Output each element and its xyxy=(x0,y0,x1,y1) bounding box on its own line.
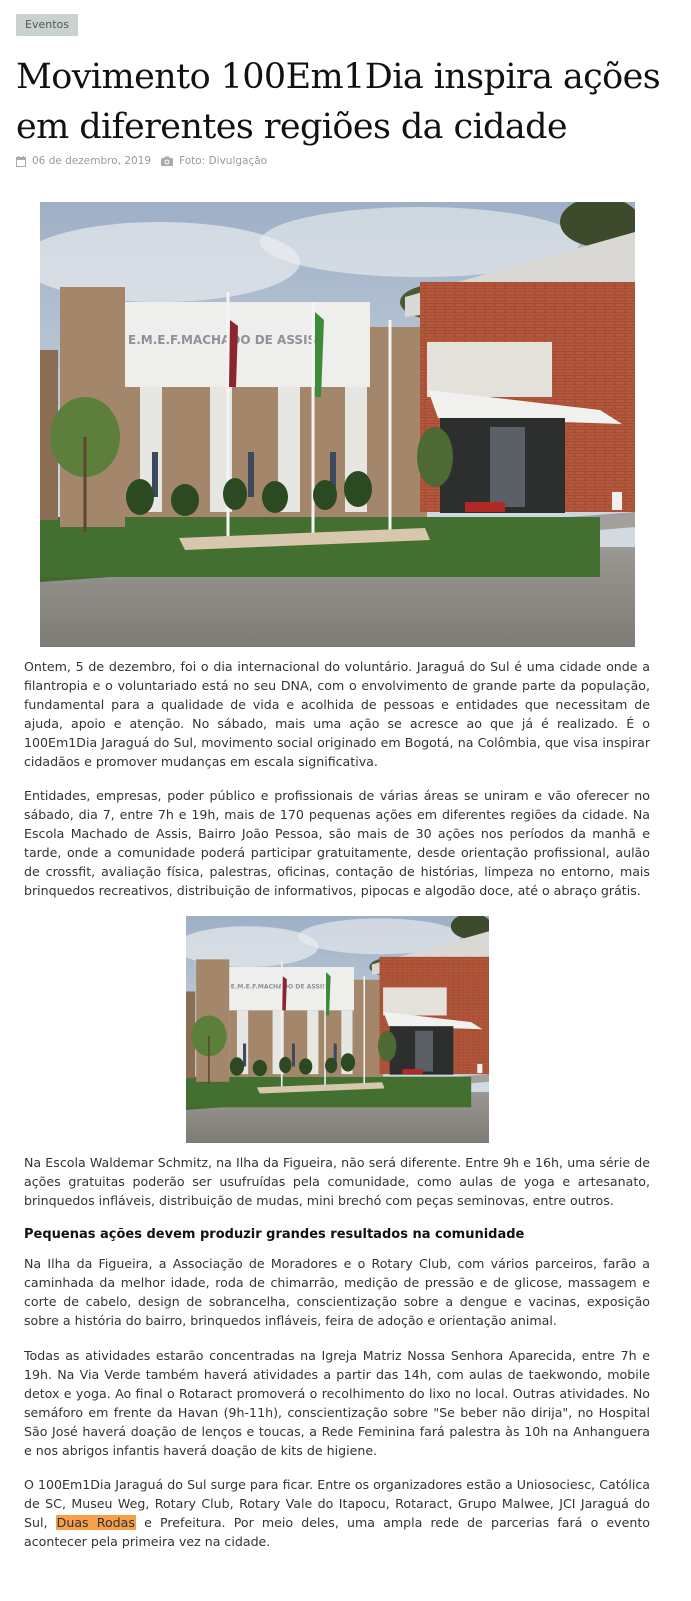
photo-credit: Foto: Divulgação xyxy=(179,155,268,167)
paragraph-waldemar: Na Escola Waldemar Schmitz, na Ilha da Figueira, não será diferente. Entre 9h e 16h, uma série de ações gratuitas poderão ser usufruídas pela comunidade, como aulas de yoga e artesanato, brinquedos infláveis, distribuição de mudas, mini brechó com peças seminovas, entre outros. xyxy=(24,1155,650,1208)
paragraph-activities: Todas as atividades estarão concentradas na Igreja Matriz Nossa Senhora Aparecida, entre 7h e 19h. Na Via Verde também haverá atividades a partir das 14h, com aulas de taekwondo, mobile detox e yoga. Ao final o Rotaract promoverá o recolhimento do lixo no local. Outras atividades. No semáforo em frente da Havan (9h-11h), conscientização sobre "Se beber não dirija", no Hospital São José haverá doação de lenços e toucas, a Rede Feminina fará palestra às 10h na Anhanguera e nos abrigos infantis haverá doação de kits de higiene. xyxy=(24,1348,650,1458)
highlighted-text: Duas Rodas xyxy=(56,1515,135,1530)
article-meta xyxy=(16,154,267,168)
school-photo-large xyxy=(40,202,635,647)
paragraph-ilha: Na Ilha da Figueira, a Associação de Moradores e o Rotary Club, com vários parceiros, farão a caminhada da melhor idade, roda de chimarrão, medição de pressão e de glicose, massagem e corte de cabelo, design de sobrancelha, conscientização sobre a dengue e vacinas, exposição sobre a história do bairro, brinquedos infláveis, feira de adoção e orientação animal. xyxy=(24,1256,650,1328)
publish-date: 06 de dezembro, 2019 xyxy=(32,155,152,167)
calendar-icon xyxy=(16,156,26,167)
paragraph-actions: Entidades, empresas, poder público e profissionais de várias áreas se uniram e vão oferecer no sábado, dia 7, entre 7h e 19h, mais de 170 pequenas ações em diferentes regiões da cidade. Na Escola Machado de Assis, Bairro João Pessoa, são mais de 30 ações nos períodos da manhã e tarde, onde a comunidade poderá participar gratuitamente, desde orientação profissional, aulão de crossfit, avaliação física, palestras, oficinas, contação de histórias, limpeza no entorno, mais brinquedos recreativos, distribuição de informativos, pipocas e algodão doce, até o abraço grátis. xyxy=(24,788,650,898)
category-tag[interactable]: Eventos xyxy=(16,14,78,36)
paragraph-intro: Ontem, 5 de dezembro, foi o dia internacional do voluntário. Jaraguá do Sul é uma cidade onde a filantropia e o voluntariado está no seu DNA, com o envolvimento de grande parte da população, fundamental para a qualidade de vida e acolhida de pessoas e entidades que necessitam de ajuda, apoio e atenção. No sábado, mais uma ação se acresce ao que já é realizado. É o 100Em1Dia Jaraguá do Sul, movimento social originado em Bogotá, na Colômbia, que visa inspirar cidadãos e promover mudanças em escala significativa. xyxy=(24,659,650,769)
organizers-text-end: e Prefeitura. Por meio deles, uma ampla rede de parcerias fará o evento acontecer pela primeira vez na cidade. xyxy=(24,1515,651,1549)
paragraph-organizers xyxy=(24,1475,650,1551)
camera-icon xyxy=(161,156,173,166)
organizers-text: O 100Em1Dia Jaraguá do Sul surge para ficar. Entre os organizadores estão a Uniosociesc, Católica de SC, Museu Weg, Rotary Club, Rotary Vale do Itapocu, Rotaract, Grupo Malwee, JCI Jaraguá do Sul, xyxy=(24,1477,650,1530)
section-subheading: Pequenas ações devem produzir grandes resultados na comunidade xyxy=(24,1227,525,1242)
school-photo-small xyxy=(186,916,489,1143)
article-title: Movimento 100Em1Dia inspira ações em diferentes regiões da cidade xyxy=(16,57,661,147)
